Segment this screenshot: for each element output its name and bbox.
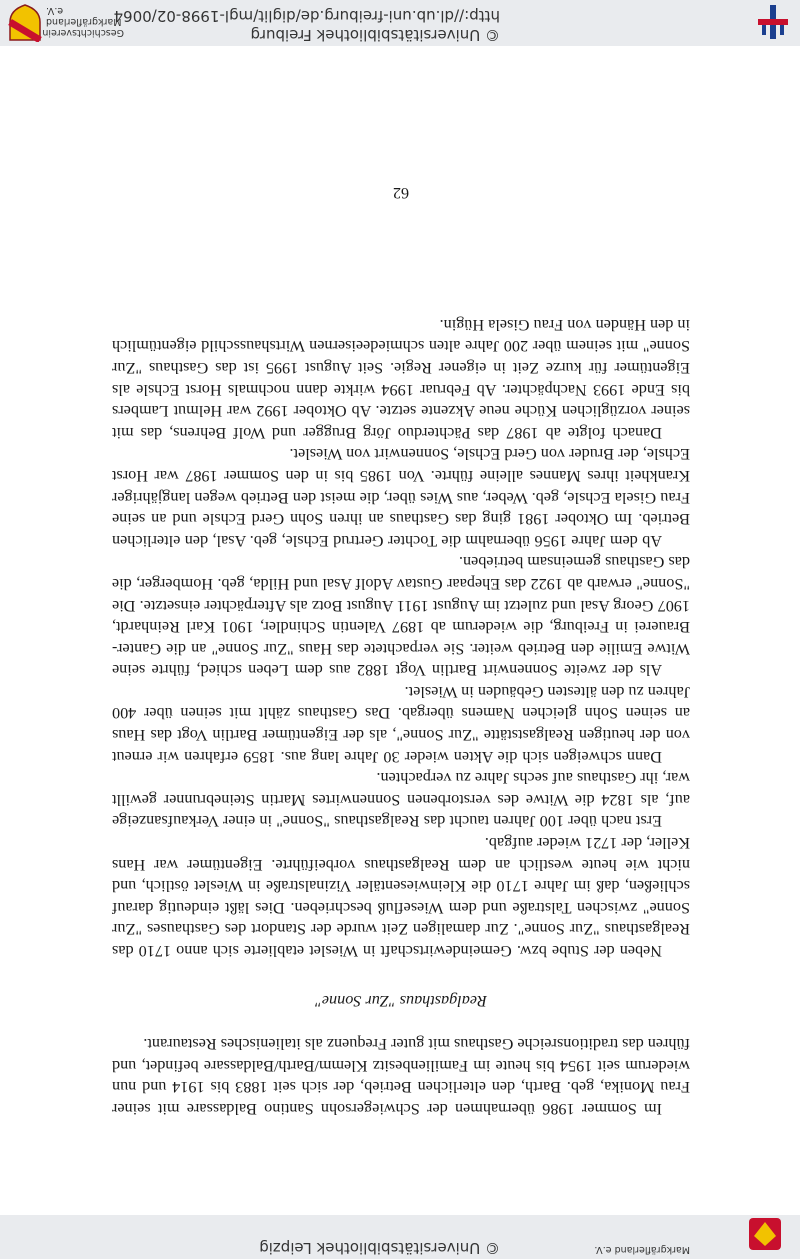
- ub-freiburg-logo-icon: [754, 3, 792, 43]
- paragraph: Als der zweite Sonnenwirt Bartlin Vogt 1882 aus dem Leben schied, führte seine Witwe Emilie den Betrieb weiter. Sie verpachtete das Haus "Zur Sonne" an die Ganter-Brauerei in Freiburg, die wiederum ab 1897 Valentin Schindler, 1901 Karl Reinhardt, 1907 Georg Asal und zuletzt im August 1911 August Botz als Afterpächter einsetzte. Die "Sonne" erwarb ab 1922 das Ehepaar Gustav Adolf Asal und Hilda, geb. Homberger, die das Gasthaus gemeinsam betrieben.: [112, 553, 690, 680]
- footer-banner: [0, 0, 800, 46]
- paragraph: Danach folgte ab 1987 das Pächterduo Jörg Brugger und Wolf Behrens, das mit seiner vorzüglichen Küche neue Akzente setzte. Ab Oktober 1992 war Helmut Lambers bis Ende 1993 Nachpächter. Ab Februar 1994 wirkte dann nochmals Horst Echsle als Eigentümer für kurze Zeit in eigener Regie. Seit August 1995 ist das Gasthaus "Zur Sonne" mit seinem über 200 Jahre alten schmiedeeisernen Wirtshausschild eigentümlich in den Händen von Frau Gisela Hügin.: [112, 315, 690, 442]
- paragraph: Erst nach über 100 Jahren taucht das Realgasthaus "Sonne" in einer Verkaufsanzeige auf, als 1824 die Witwe des verstorbenen Sonnenwirtes Martin Steinebrunner gewillt war, ihr Gasthaus auf sechs Jahre zu verpachten.: [112, 769, 690, 831]
- footer-org-line1: Geschichtsverein: [42, 27, 124, 38]
- footer-copyright: © Universitätsbibliothek Freiburg: [250, 26, 500, 44]
- top-copyright: © Universitätsbibliothek Leipzig: [259, 1239, 500, 1257]
- paragraph: Ab dem Jahre 1956 übernahm die Tochter Gertrud Echsle, geb. Asal, den elterlichen Betrieb. Im Oktober 1981 ging das Gasthaus an ihren Sohn Gerd Echsle und an seine Frau Gisela Echsle, geb. Weber, aus Wies über, die meist den Betrieb wegen langjähriger Krankheit ihres Mannes alleine führte. Von 1985 bis in den Sommer 1987 war Horst Echsle, der Bruder von Gerd Echsle, Sonnenwirt von Wieslet.: [112, 445, 690, 550]
- footer-org-name: [42, 5, 124, 38]
- top-banner: [0, 1215, 800, 1259]
- geschichtsverein-crest-icon: [8, 4, 42, 42]
- library-logo-icon: [748, 1216, 782, 1256]
- footer-url-link[interactable]: http://dl.ub.uni-freiburg.de/diglit/mgl-1998-02/0064: [113, 7, 500, 25]
- top-org-name: Markgräflerland e.V.: [594, 1244, 690, 1255]
- footer-org-line2: Markgräflerland e.V.: [46, 5, 122, 27]
- document-page: [112, 182, 690, 1119]
- paragraph: Dann schweigen sich die Akten wieder 30 Jahre lang aus. 1859 erfahren wir erneut von der heutigen Realgaststätte "Zur Sonne", als der Eigentümer Bartlin Vogt das Haus an seinen Sohn gleichen Namens übergab. Das Gasthaus zählt mit seinen über 400 Jahren zu den ältesten Gebäuden in Wieslet.: [112, 682, 690, 766]
- paragraph: Im Sommer 1986 übernahmen der Schwiegersohn Santino Baldassare mit seiner Frau Monika, geb. Barth, den elterlichen Betrieb, der sich seit 1883 bis 1914 und nun wiederum seit 1954 bis heute im Familienbesitz Klemm/Barth/Baldassare befindet, und führen das traditionsreiche Gasthaus mit guter Frequenz als italienisches Restaurant.: [112, 1035, 690, 1118]
- paragraph: Neben der Stube bzw. Gemeindewirtschaft in Wieslet etablierte sich anno 1710 das Realgasthaus "Zur Sonne". Zur damaligen Zeit wurde der Standort des Gasthauses "Zur Sonne" zwischen Talstraße und dem Wiesefluß beschrieben. Dies läßt eindeutig darauf schließen, daß im Jahre 1710 die Kleinwiesentäler Vizinalstraße in Wieslet östlich, und nicht wie heute westlich an dem Realgasthaus vorbeiführte. Eigentümer war Hans Keller, der 1721 wieder aufgab.: [112, 834, 690, 961]
- page-number: 62: [392, 184, 410, 203]
- section-heading: Realgasthaus "Zur Sonne": [315, 991, 487, 1010]
